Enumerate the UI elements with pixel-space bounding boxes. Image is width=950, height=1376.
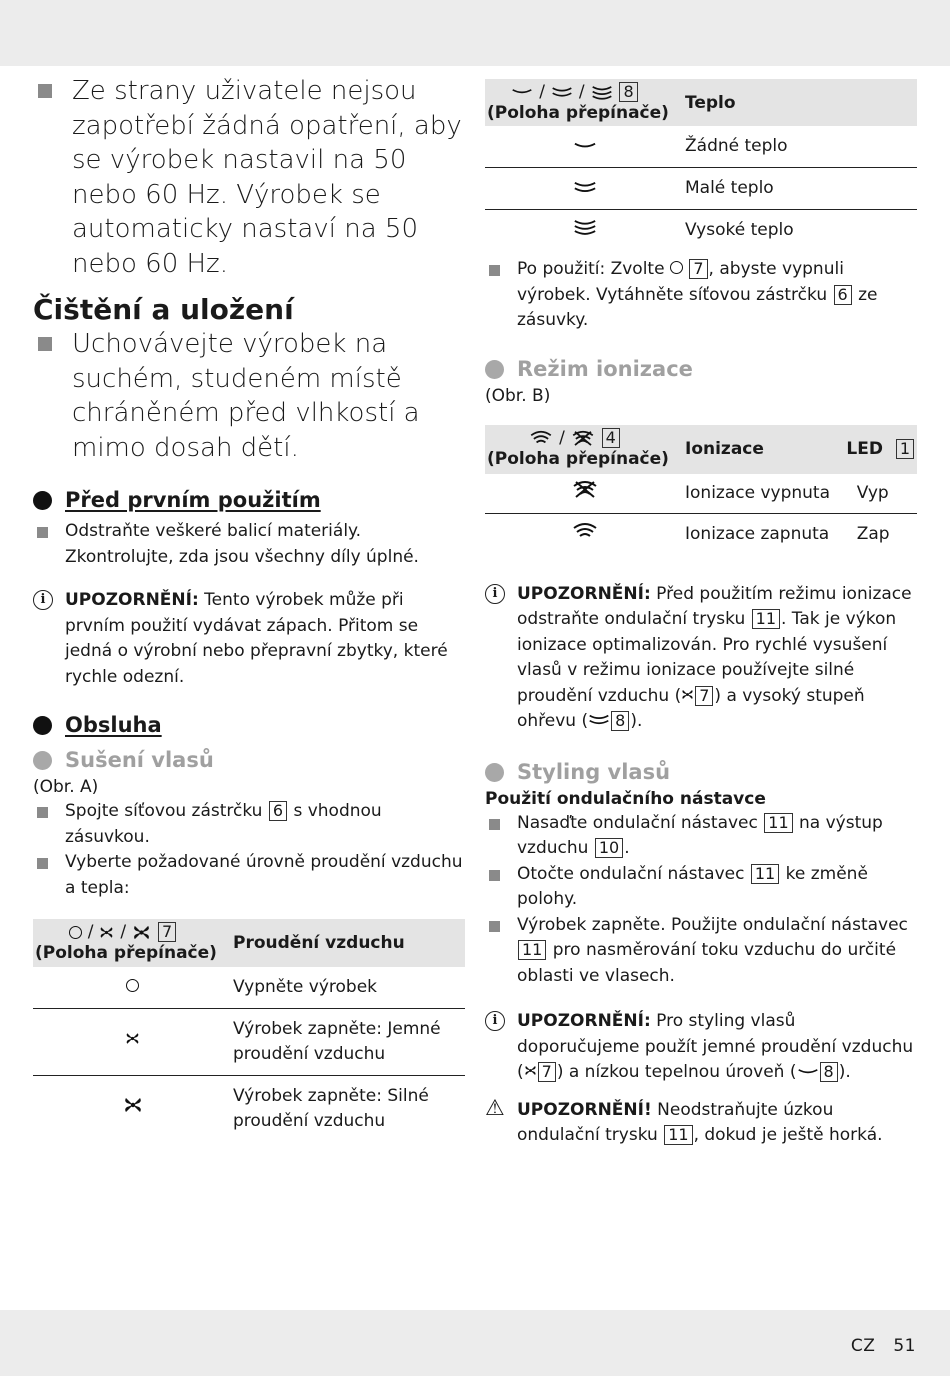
led-col-header: LED 1 [841,425,917,474]
before-bullet: Odstraňte veškeré balicí materiály. Zkontrolujte, zda jsou všechny díly úplné. [33,519,465,570]
heat-low-icon [551,85,573,98]
styling-bullet-use: Výrobek zapněte. Použijte ondulační nástavec 11 pro nasměrování toku vzduchu do určité oblasti ve vlasech. [485,913,917,990]
ion-on-icon [572,522,598,540]
heat-high-icon [588,712,610,726]
ion-fig-ref: (Obr. B) [485,385,551,406]
footer [833,1336,916,1356]
fan-high-icon [123,1095,143,1115]
warning-triangle-icon: ⚠ [485,1095,505,1121]
airflow-row-high: Výrobek zapněte: Silné proudění vzduchu [233,1085,429,1131]
styling-bullet-rotate: Otočte ondulační nástavec 11 ke změně polohy. [485,862,917,913]
operation-heading: Obsluha [33,710,465,740]
before-first-use-heading: Před prvním použitím [33,485,465,515]
drying-fig-ref: (Obr. A) [33,777,99,797]
off-circle-icon [126,979,139,992]
header-band [0,0,950,66]
heat-high-icon [591,84,613,100]
note-warning: ⚠ UPOZORNĚNÍ! Neodstraňujte úzkou ondulační trysku 11 , dokud je ještě horká. [485,1095,883,1145]
ion-off-icon [572,480,598,498]
off-circle-icon [69,926,82,939]
fan-high-icon [132,923,151,942]
cleaning-title: Čištění a uložení [33,293,294,326]
heat-none-icon [573,140,597,151]
heat-row-none: Žádné teplo [684,126,917,167]
heat-col-header: Teplo [684,79,917,126]
info-icon: i [485,584,505,604]
drying-heading: Sušení vlasů [33,745,465,775]
heat-none-icon [511,86,533,97]
ion-row-off: Ionizace vypnuta [684,474,841,514]
airflow-row-low: Výrobek zapněte: Jemné proudění vzduchu [232,1008,465,1075]
ion-table: / 4 (Poloha přepínače) Ionizace LED 1 Ionizace vypnuta Vyp Ionizace zapnuta Zap [485,425,917,556]
ion-led-off: Vyp [841,474,917,514]
ion-col-header: Ionizace [684,425,841,474]
cleaning-bullet: Uchovávejte výrobek na suchém, studeném místě chráněném před vlhkostí a mimo dosah dětí. [33,327,465,465]
drying-bullet-plug: Spojte síťovou zástrčku 6 s vhodnou zásuvkou. [33,799,465,850]
info-icon: i [485,1011,505,1031]
footer-band [0,1310,950,1376]
heat-row-high: Vysoké teplo [685,219,794,240]
ion-heading: Režim ionizace [485,354,917,384]
left-column [33,74,465,1142]
fan-low-icon [99,925,114,940]
ion-off-icon [571,430,595,446]
airflow-row-off: Vypněte výrobek [232,967,465,1008]
heat-low-icon [573,180,597,193]
footer-lang: CZ [850,1336,876,1356]
heat-high-icon [573,218,597,235]
fan-low-icon [524,1064,537,1077]
ion-on-icon [529,430,553,446]
ion-led-on: Zap [856,524,890,545]
drying-bullet-select: Vyberte požadované úrovně proudění vzduchu a tepla: [33,850,465,901]
right-column [485,79,917,1149]
note-first-use: i UPOZORNĚNÍ: Tento výrobek může při prvním použití vydávat zápach. Přitom se jedná o výrobní nebo přepravní zbytky, které rychle odezní. [33,588,465,690]
note-styling: i UPOZORNĚNÍ: Pro styling vlasů doporučujeme použít jemné proudění vzduchu ( 7 ) a nízkou tepelnou úroveň ( 8 ). [485,1009,917,1086]
info-icon: i [33,590,53,610]
fan-low-icon [125,1031,140,1046]
heat-row-low: Malé teplo [684,167,917,209]
airflow-col-header: Proudění vzduchu [232,919,465,967]
fan-low-icon [681,688,694,701]
after-use-bullet: Po použití: Zvolte 7 , abyste vypnuli výrobek. Vytáhněte síťovou zástrčku 6 ze zásuvky. [485,257,917,334]
airflow-table: / / 7 (Poloha přepínače) Proudění vzduchu Vypněte výrobek Výrobek zapněte: Jemné proudění vzduchu Výrobek zapněte: Silné proudění vzduchu [33,919,465,1142]
styling-heading: Styling vlasů [485,757,917,787]
ion-row-on: Ionizace zapnuta [685,524,830,545]
heat-table: / / 8 (Poloha přepínače) Teplo Žádné teplo Malé teplo Vysoké teplo [485,79,917,251]
styling-bullet-attach: Nasaďte ondulační nástavec 11 na výstup vzduchu 10 . [485,811,917,862]
intro-bullet: Ze strany uživatele nejsou zapotřebí žádná opatření, aby se výrobek nastavil na 50 nebo 60 Hz. Výrobek se automaticky nastaví na 50 nebo 60 Hz. [33,74,465,281]
note-ionization: i UPOZORNĚNÍ: Před použitím režimu ionizace odstraňte ondulační trysku 11 . Tak je výkon ionizace optimalizován. Pro rychlé vysušení vlasů v režimu ionizace používejte silné proudění vzduchu ( 7 ) a vysoký stupeň ohřevu ( 8 ). [485,582,917,735]
page-number: 51 [893,1336,916,1356]
off-circle-icon [670,261,683,274]
heat-low-icon [797,1066,819,1077]
styling-subheading: Použití ondulačního nástavce [485,788,766,809]
